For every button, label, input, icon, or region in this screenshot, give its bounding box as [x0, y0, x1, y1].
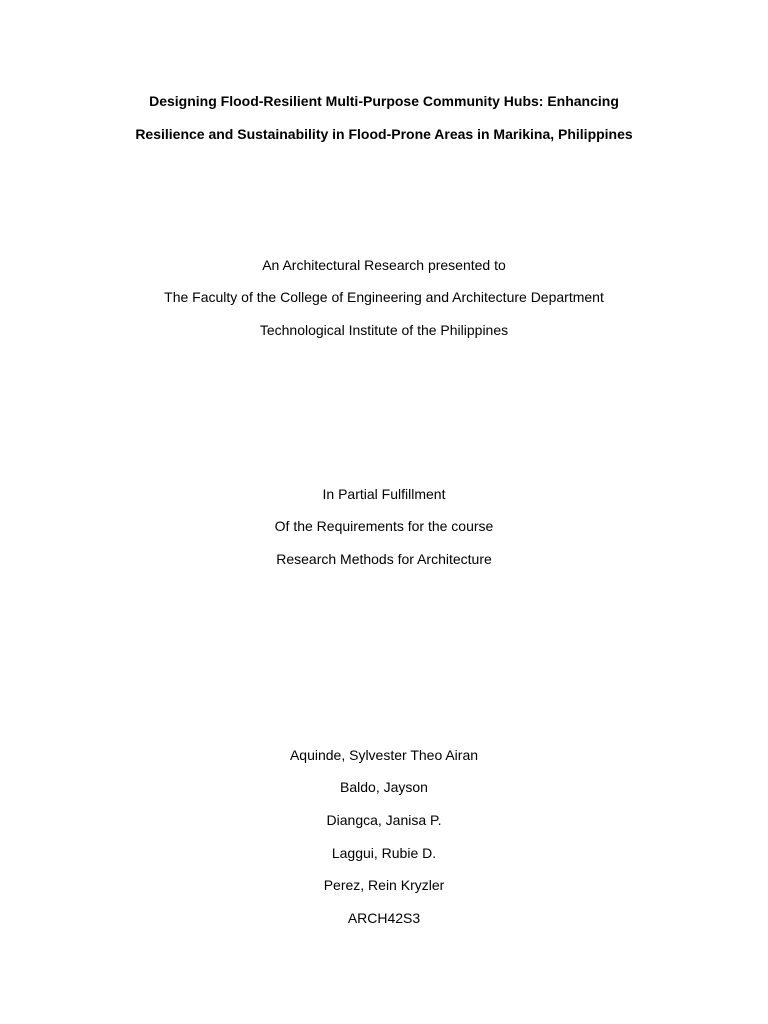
author-name: Diangca, Janisa P. [326, 812, 442, 828]
author-name: Aquinde, Sylvester Theo Airan [289, 747, 479, 763]
title-line-2: Resilience and Sustainability in Flood-Prone Areas in Marikina, Philippines [135, 126, 633, 142]
author-name: Laggui, Rubie D. [331, 845, 437, 861]
fulfillment-line-2: Of the Requirements for the course [274, 518, 494, 534]
title-line-1: Designing Flood-Resilient Multi-Purpose Community Hubs: Enhancing [149, 93, 619, 109]
author-name: Baldo, Jayson [340, 779, 428, 795]
presentation-line-1: An Architectural Research presented to [262, 257, 506, 273]
presentation-line-3: Technological Institute of the Philippines [259, 322, 509, 338]
presentation-line-2: The Faculty of the College of Engineering and Architecture Department [164, 289, 604, 305]
section-code: ARCH42S3 [347, 910, 421, 926]
fulfillment-line-1: In Partial Fulfillment [322, 486, 446, 502]
fulfillment-line-3: Research Methods for Architecture [276, 551, 492, 567]
author-name: Perez, Rein Kryzler [323, 877, 445, 893]
